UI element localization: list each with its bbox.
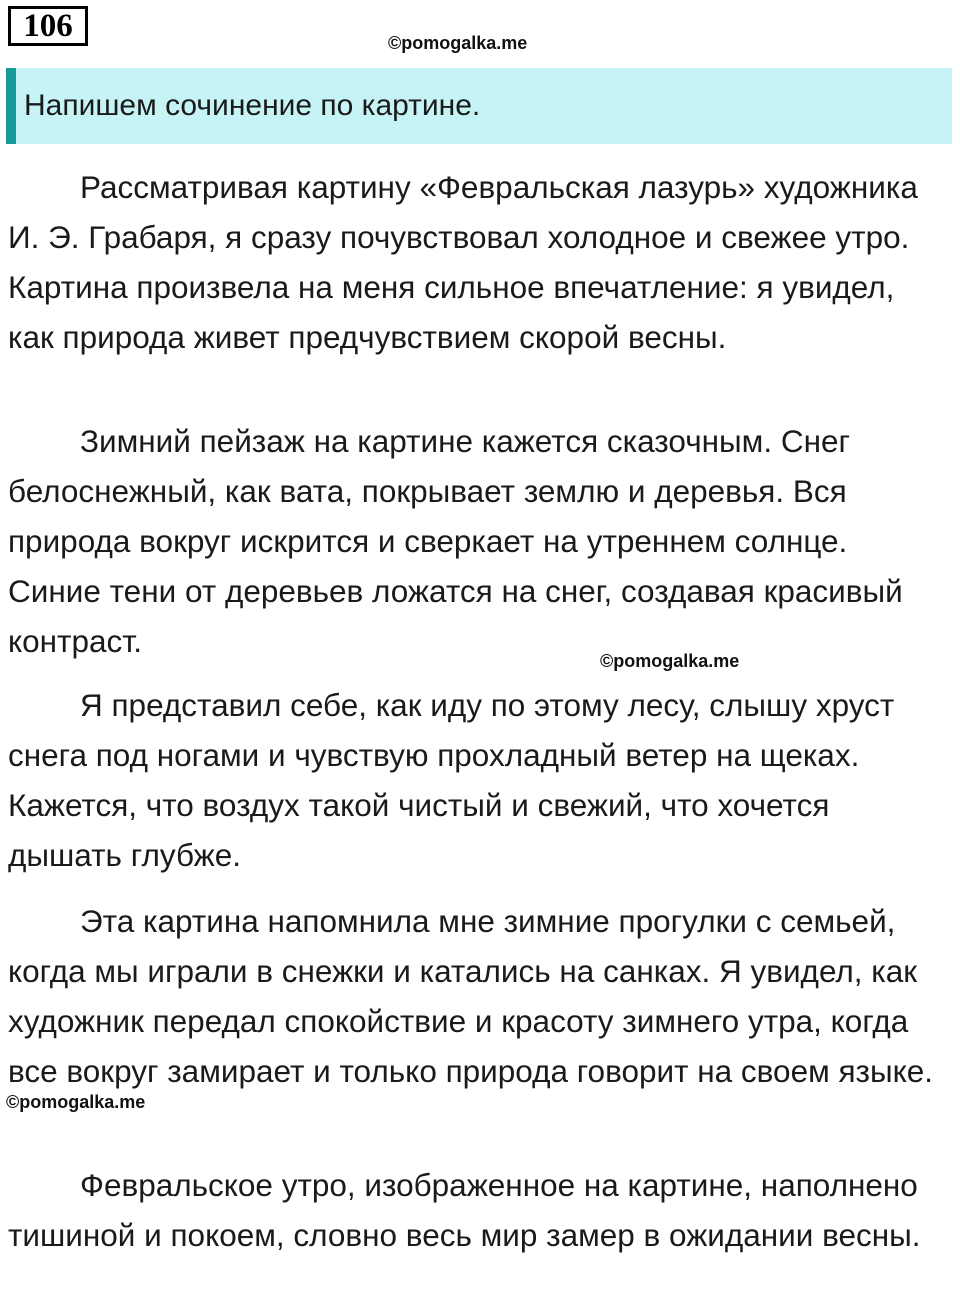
task-title: Напишем сочинение по картине. — [24, 89, 481, 122]
watermark-middle: ©pomogalka.me — [600, 651, 740, 671]
exercise-number: 106 — [8, 6, 88, 46]
essay-paragraph-3: Я представил себе, как иду по этому лесу, слышу хруст снега под ногами и чувствую прохладный ветер на щеках. Кажется, что воздух такой чистый и свежий, что хочется дышать глубже. — [8, 687, 895, 873]
essay-paragraph-2: Зимний пейзаж на картине кажется сказочным. Снег белоснежный, как вата, покрывает землю и деревья. Вся природа вокруг искрится и сверкает на утреннем солнце. Синие тени от деревьев ложатся на снег, создавая красивый контраст. — [8, 423, 903, 659]
essay-paragraph-4: Эта картина напомнила мне зимние прогулки с семьей, когда мы играли в снежки и катались на санках. Я увидел, как художник передал спокойствие и красоту зимнего утра, когда все вокруг замирает и только природа говорит на своем языке. — [8, 903, 934, 1089]
watermark-bottom: ©pomogalka.me — [6, 1092, 146, 1112]
essay-paragraph-5: Февральское утро, изображенное на картине, наполнено тишиной и покоем, словно весь мир замер в ожидании весны. — [8, 1167, 921, 1253]
watermark-top: ©pomogalka.me — [388, 33, 528, 53]
essay-paragraph-1: Рассматривая картину «Февральская лазурь» художника И. Э. Грабаря, я сразу почувствовал холодное и свежее утро. Картина произвела на меня сильное впечатление: я увидел, как природа живет предчувствием скорой весны. — [8, 169, 918, 355]
task-banner — [6, 68, 952, 144]
